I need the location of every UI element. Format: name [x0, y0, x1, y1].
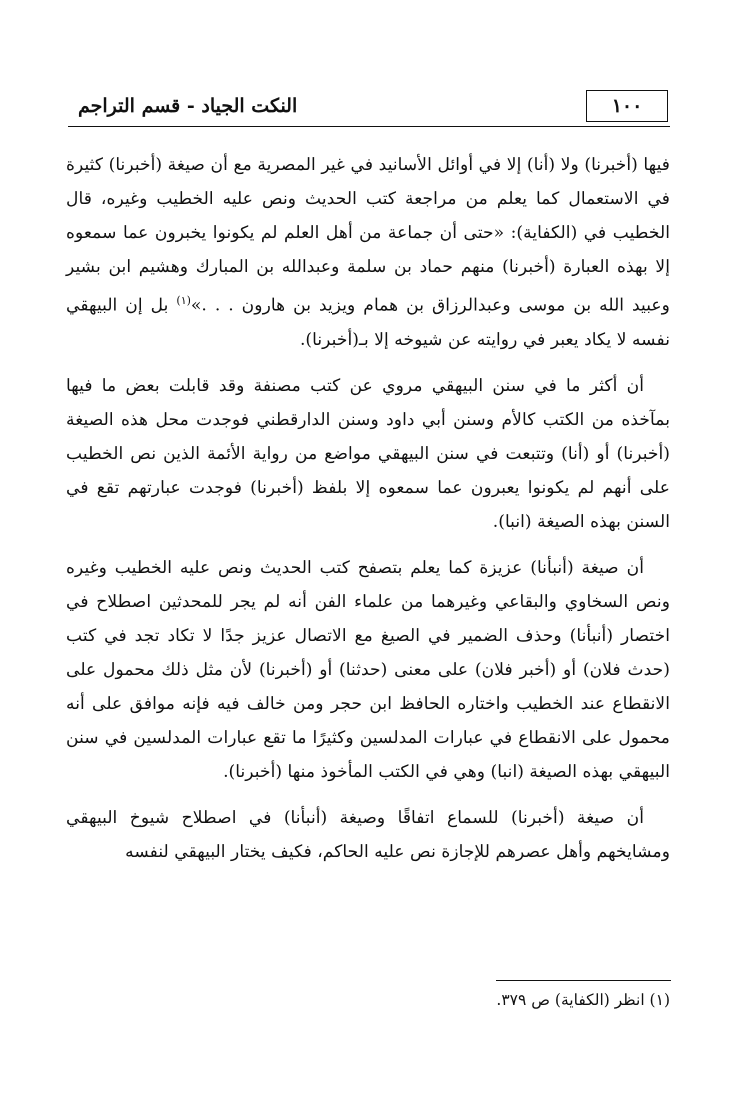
- running-title: النكت الجياد - قسم التراجم: [78, 95, 298, 117]
- footnote-reference: (١): [176, 294, 191, 307]
- paragraph-1: [66, 148, 670, 357]
- paragraph-4: أن صيغة (أخبرنا) للسماع اتفاقًا وصيغة (أنبأنا) في اصطلاح شيوخ البيهقي ومشايخهم وأهل عصرهم للإجازة نص عليه الحاكم، فكيف يختار البيهقي لنفسه: [66, 807, 670, 862]
- page-header: [68, 88, 668, 124]
- main-text: [66, 148, 670, 881]
- footnote: (١) انظر (الكفاية) ص ٣٧٩.: [496, 991, 670, 1009]
- paragraph-1-tail: بل إن البيهقي نفسه لا يكاد يعبر في روايته عن شيوخه إلا بـ(أخبرنا).: [66, 295, 670, 350]
- paragraph-3: أن صيغة (أنبأنا) عزيزة كما يعلم بتصفح كتب الحديث ونص عليه الخطيب وغيره ونص السخاوي والبقاعي وغيرهما من علماء الفن أنه لم يجر للمحدثين اصطلاح في اختصار (أنبأنا) وحذف الضمير في الصيغ مع الاتصال عزيز جدًا لا تكاد تجد في كتب (حدث فلان) أو (أخبر فلان) على معنى (حدثنا) أو (أخبرنا) لأن مثل ذلك محمول على الانقطاع عند الخطيب واختاره الحافظ ابن حجر ومن خالف فيه فإنه موافق على أنه محمول على الانقطاع في عبارات المدلسين وكثيرًا ما تقع عبارات المدلسين في سنن البيهقي بهذه الصيغة (انبا) وهي في الكتب المأخوذ منها (أخبرنا).: [66, 557, 670, 782]
- header-divider: [68, 126, 670, 127]
- page-number: ١٠٠: [586, 90, 668, 122]
- footnote-divider: [496, 980, 671, 981]
- paragraph-1-text: فيها (أخبرنا) ولا (أنا) إلا في أوائل الأسانيد في غير المصرية مع أن صيغة (أخبرنا) كثيرة في الاستعمال كما يعلم من مراجعة كتب الحديث ونص عليه الخطيب وغيره، قال الخطيب في (الكفاية): «حتى أن جماعة من أهل العلم لم يكونوا يخبرون عما سمعوه إلا بهذه العبارة (أخبرنا) منهم حماد بن سلمة وعبدالله بن المبارك وهشيم ابن بشير وعبيد الله بن موسى وعبدالرزاق بن همام ويزيد بن هارون . . .»: [66, 155, 670, 316]
- paragraph-2: أن أكثر ما في سنن البيهقي مروي عن كتب مصنفة وقد قابلت بعض ما فيها بمآخذه من الكتب كالأم وسنن أبي داود وسنن الدارقطني فوجدت محل هذه الصيغة (أخبرنا) أو (أنا) وتتبعت في سنن البيهقي مواضع من رواية الأئمة الذين نص الخطيب على أنهم لم يكونوا يعبرون عما سمعوه إلا بلفظ (أخبرنا) فوجدت عبارتهم تقع في السنن بهذه الصيغة (انبا).: [66, 375, 670, 532]
